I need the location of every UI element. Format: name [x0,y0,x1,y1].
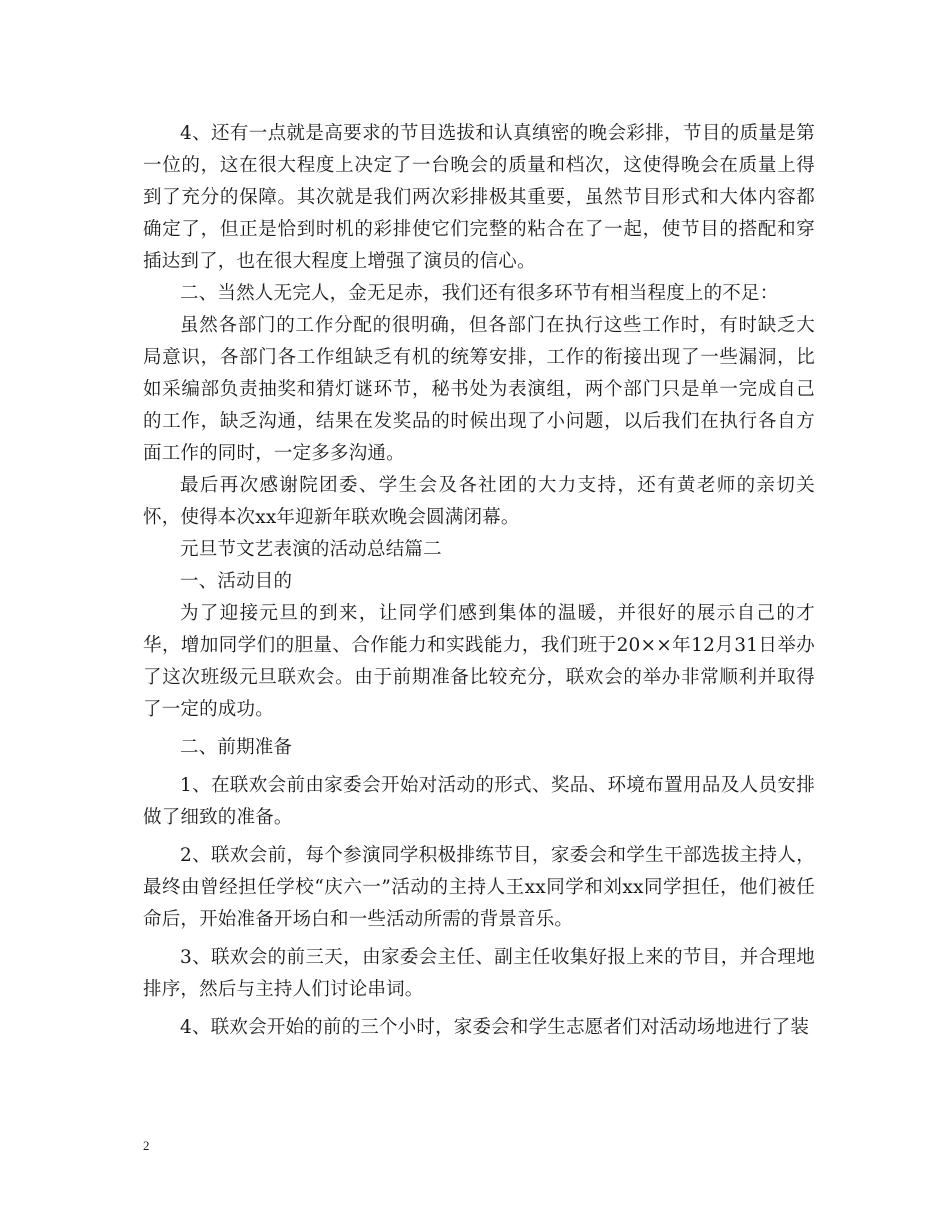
paragraph-preparation-3: 3、联欢会的前三天，由家委会主任、副主任收集好报上来的节目，并合理地排序，然后与主持人们讨论串词。 [143,947,815,1000]
section-title-part-two: 元旦节文艺表演的活动总结篇二 [180,539,442,560]
paragraph-preparation-1: 1、在联欢会前由家委会开始对活动的形式、奖品、环境布置用品及人员安排做了细致的准备。 [143,775,815,828]
paragraph-thanks: 最后再次感谢院团委、学生会及各社团的大力支持，还有黄老师的亲切关怀，使得本次xx年迎新年联欢晚会圆满闭幕。 [143,475,815,528]
paragraph-shortcomings-heading: 二、当然人无完人，金无足赤，我们还有很多环节有相当程度上的不足： [180,283,779,304]
paragraph-department-issues: 虽然各部门的工作分配的很明确，但各部门在执行这些工作时，有时缺乏大局意识，各部门各工作组缺乏有机的统筹安排，工作的衔接出现了一些漏洞，比如采编部负责抽奖和猜灯谜环节，秘书处为表演组，两个部门只是单一完成自己的工作，缺乏沟通，结果在发奖品的时候出现了小问题，以后我们在执行各自方面工作的同时，一定多多沟通。 [143,315,815,464]
paragraph-activity-purpose: 为了迎接元旦的到来，让同学们感到集体的温暖，并很好的展示自己的才华，增加同学们的胆量、合作能力和实践能力，我们班于20××年12月31日举办了这次班级元旦联欢会。由于前期准备比较充分，联欢会的举办非常顺利并取得了一定的成功。 [143,603,815,720]
heading-activity-purpose: 一、活动目的 [180,571,293,592]
paragraph-preparation-2: 2、联欢会前，每个参演同学积极排练节目，家委会和学生干部选拔主持人，最终由曾经担任学校“庆六一”活动的主持人王xx同学和刘xx同学担任，他们被任命后，开始准备开场白和一些活动所需的背景音乐。 [143,845,815,930]
document-body [143,118,815,1044]
page-number: 2 [143,1138,150,1153]
paragraph-rehearsal: 4、还有一点就是高要求的节目选拔和认真缜密的晚会彩排，节目的质量是第一位的，这在很大程度上决定了一台晚会的质量和档次，这使得晚会在质量上得到了充分的保障。其次就是我们两次彩排极其重要，虽然节目形式和大体内容都确定了，但正是恰到时机的彩排使它们完整的粘合在了一起，使节目的搭配和穿插达到了，也在很大程度上增强了演员的信心。 [143,123,815,272]
paragraph-preparation-4: 4、联欢会开始的前的三个小时，家委会和学生志愿者们对活动场地进行了装 [180,1017,810,1038]
heading-preparation: 二、前期准备 [180,737,293,758]
